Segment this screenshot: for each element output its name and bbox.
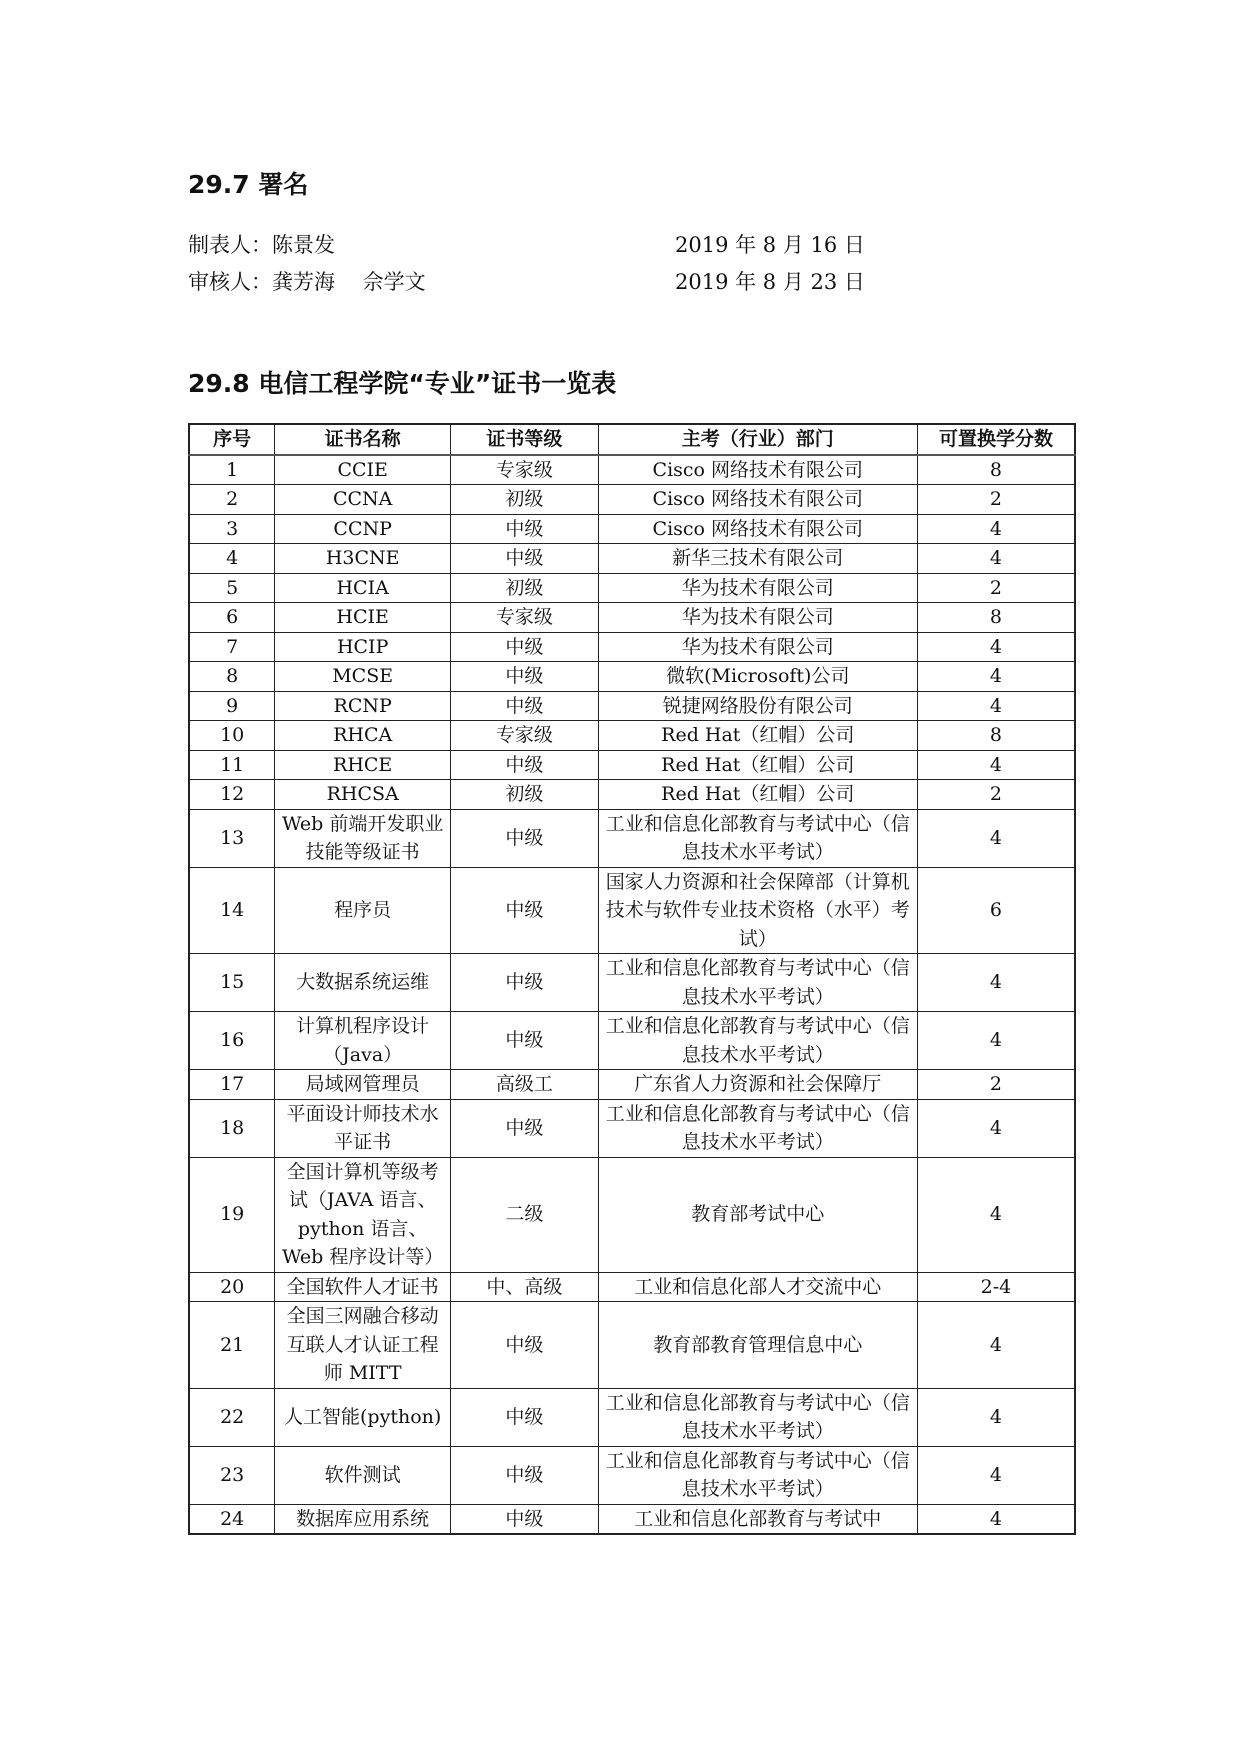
cell-col-authority: 华为技术有限公司 — [598, 632, 917, 662]
table-row — [189, 632, 1075, 662]
cell-col-cert-name: RHCA — [275, 721, 451, 751]
cell-col-level: 二级 — [451, 1157, 599, 1272]
cell-col-index: 5 — [189, 573, 275, 603]
cell-col-cert-name: 数据库应用系统 — [275, 1504, 451, 1534]
cell-col-cert-name: 全国计算机等级考试（JAVA 语言、python 语言、Web 程序设计等） — [275, 1157, 451, 1272]
cell-col-level: 中级 — [451, 691, 599, 721]
table-row — [189, 662, 1075, 692]
cell-col-level: 中级 — [451, 1099, 599, 1157]
table-row — [189, 455, 1075, 485]
cell-col-cert-name: RHCE — [275, 750, 451, 780]
preparer-label: 制表人：陈景发 — [188, 233, 335, 257]
cell-col-cert-name: MCSE — [275, 662, 451, 692]
cell-col-authority: 华为技术有限公司 — [598, 603, 917, 633]
cell-col-index: 9 — [189, 691, 275, 721]
cell-col-credits: 2-4 — [917, 1272, 1075, 1302]
table-row — [189, 1302, 1075, 1389]
cell-col-credits: 4 — [917, 1157, 1075, 1272]
cell-col-level: 初级 — [451, 780, 599, 810]
cell-col-index: 8 — [189, 662, 275, 692]
cell-col-credits: 2 — [917, 573, 1075, 603]
cell-col-authority: 锐捷网络股份有限公司 — [598, 691, 917, 721]
table-row — [189, 514, 1075, 544]
table-row — [189, 1388, 1075, 1446]
cell-col-level: 专家级 — [451, 603, 599, 633]
cell-col-authority: 教育部教育管理信息中心 — [598, 1302, 917, 1389]
table-row — [189, 573, 1075, 603]
cell-col-cert-name: RHCSA — [275, 780, 451, 810]
table-row — [189, 1157, 1075, 1272]
table-row — [189, 603, 1075, 633]
preparer-date: 2019 年 8 月 16 日 — [675, 233, 865, 257]
cell-col-cert-name: 全国软件人才证书 — [275, 1272, 451, 1302]
cell-col-authority: Cisco 网络技术有限公司 — [598, 514, 917, 544]
reviewer-date: 2019 年 8 月 23 日 — [675, 270, 865, 294]
cell-col-authority: 工业和信息化部教育与考试中心（信息技术水平考试） — [598, 954, 917, 1012]
cell-col-cert-name: 计算机程序设计（Java） — [275, 1012, 451, 1070]
cell-col-credits: 4 — [917, 809, 1075, 867]
cell-col-level: 中级 — [451, 954, 599, 1012]
cell-col-cert-name: CCIE — [275, 455, 451, 485]
cell-col-index: 17 — [189, 1070, 275, 1100]
section-title-certificates: 29.8 电信工程学院“专业”证书一览表 — [188, 369, 617, 398]
cell-col-cert-name: HCIE — [275, 603, 451, 633]
cell-col-credits: 6 — [917, 867, 1075, 954]
table-row — [189, 867, 1075, 954]
cell-col-cert-name: Web 前端开发职业技能等级证书 — [275, 809, 451, 867]
cell-col-index: 21 — [189, 1302, 275, 1389]
header-col-authority: 主考（行业）部门 — [598, 424, 917, 455]
cell-col-cert-name: 平面设计师技术水平证书 — [275, 1099, 451, 1157]
cell-col-authority: 教育部考试中心 — [598, 1157, 917, 1272]
cell-col-authority: 工业和信息化部教育与考试中心（信息技术水平考试） — [598, 809, 917, 867]
cell-col-authority: 华为技术有限公司 — [598, 573, 917, 603]
header-col-index: 序号 — [189, 424, 275, 455]
reviewer-label: 审核人：龚芳海 佘学文 — [188, 270, 426, 294]
cell-col-index: 19 — [189, 1157, 275, 1272]
cell-col-authority: 工业和信息化部教育与考试中心（信息技术水平考试） — [598, 1446, 917, 1504]
cell-col-credits: 8 — [917, 603, 1075, 633]
cell-col-credits: 4 — [917, 1302, 1075, 1389]
cell-col-index: 10 — [189, 721, 275, 751]
cell-col-index: 11 — [189, 750, 275, 780]
table-row — [189, 809, 1075, 867]
cell-col-level: 初级 — [451, 485, 599, 515]
cell-col-cert-name: H3CNE — [275, 544, 451, 574]
certificate-table — [188, 423, 1076, 1535]
cell-col-credits: 4 — [917, 514, 1075, 544]
cell-col-level: 中级 — [451, 1302, 599, 1389]
cell-col-cert-name: RCNP — [275, 691, 451, 721]
cell-col-level: 中级 — [451, 867, 599, 954]
cell-col-credits: 8 — [917, 455, 1075, 485]
cell-col-cert-name: 大数据系统运维 — [275, 954, 451, 1012]
cell-col-index: 2 — [189, 485, 275, 515]
cell-col-credits: 4 — [917, 1099, 1075, 1157]
table-row — [189, 780, 1075, 810]
cell-col-credits: 4 — [917, 1388, 1075, 1446]
cell-col-authority: Red Hat（红帽）公司 — [598, 780, 917, 810]
cell-col-index: 13 — [189, 809, 275, 867]
cell-col-credits: 8 — [917, 721, 1075, 751]
cell-col-authority: 工业和信息化部人才交流中心 — [598, 1272, 917, 1302]
cell-col-credits: 4 — [917, 750, 1075, 780]
cell-col-authority: Cisco 网络技术有限公司 — [598, 485, 917, 515]
cell-col-level: 专家级 — [451, 721, 599, 751]
cell-col-index: 16 — [189, 1012, 275, 1070]
cell-col-level: 中级 — [451, 632, 599, 662]
cell-col-cert-name: HCIP — [275, 632, 451, 662]
header-col-level: 证书等级 — [451, 424, 599, 455]
cell-col-cert-name: CCNA — [275, 485, 451, 515]
table-row — [189, 691, 1075, 721]
cell-col-index: 3 — [189, 514, 275, 544]
cell-col-level: 中级 — [451, 544, 599, 574]
table-row — [189, 1012, 1075, 1070]
table-header-row — [189, 424, 1075, 455]
cell-col-authority: Red Hat（红帽）公司 — [598, 721, 917, 751]
cell-col-level: 中级 — [451, 514, 599, 544]
cell-col-cert-name: CCNP — [275, 514, 451, 544]
table-row — [189, 1070, 1075, 1100]
cell-col-authority: 微软(Microsoft)公司 — [598, 662, 917, 692]
cell-col-authority: Red Hat（红帽）公司 — [598, 750, 917, 780]
cell-col-level: 中级 — [451, 750, 599, 780]
cell-col-authority: Cisco 网络技术有限公司 — [598, 455, 917, 485]
table-row — [189, 1099, 1075, 1157]
cell-col-index: 22 — [189, 1388, 275, 1446]
cell-col-credits: 2 — [917, 780, 1075, 810]
cell-col-cert-name: 程序员 — [275, 867, 451, 954]
cell-col-level: 中级 — [451, 1388, 599, 1446]
cell-col-cert-name: 软件测试 — [275, 1446, 451, 1504]
cell-col-authority: 国家人力资源和社会保障部（计算机技术与软件专业技术资格（水平）考试） — [598, 867, 917, 954]
cell-col-level: 中级 — [451, 1504, 599, 1534]
cell-col-credits: 2 — [917, 485, 1075, 515]
table-row — [189, 1446, 1075, 1504]
cell-col-credits: 4 — [917, 632, 1075, 662]
cell-col-authority: 工业和信息化部教育与考试中心（信息技术水平考试） — [598, 1099, 917, 1157]
cell-col-authority: 工业和信息化部教育与考试中 — [598, 1504, 917, 1534]
cell-col-level: 专家级 — [451, 455, 599, 485]
cell-col-index: 1 — [189, 455, 275, 485]
cell-col-authority: 工业和信息化部教育与考试中心（信息技术水平考试） — [598, 1388, 917, 1446]
cell-col-index: 23 — [189, 1446, 275, 1504]
cell-col-index: 6 — [189, 603, 275, 633]
cell-col-index: 14 — [189, 867, 275, 954]
cell-col-cert-name: HCIA — [275, 573, 451, 603]
table-row — [189, 485, 1075, 515]
cell-col-index: 24 — [189, 1504, 275, 1534]
cell-col-index: 7 — [189, 632, 275, 662]
table-row — [189, 750, 1075, 780]
cell-col-index: 4 — [189, 544, 275, 574]
cell-col-credits: 4 — [917, 691, 1075, 721]
cell-col-level: 中级 — [451, 1446, 599, 1504]
cell-col-credits: 4 — [917, 544, 1075, 574]
table-row — [189, 721, 1075, 751]
cell-col-level: 中级 — [451, 809, 599, 867]
table-row — [189, 954, 1075, 1012]
cell-col-credits: 4 — [917, 1446, 1075, 1504]
cell-col-authority: 广东省人力资源和社会保障厅 — [598, 1070, 917, 1100]
table-row — [189, 1272, 1075, 1302]
cell-col-index: 20 — [189, 1272, 275, 1302]
cell-col-cert-name: 全国三网融合移动互联人才认证工程师 MITT — [275, 1302, 451, 1389]
section-title-signature: 29.7 署名 — [188, 170, 309, 199]
cell-col-index: 18 — [189, 1099, 275, 1157]
cell-col-credits: 4 — [917, 954, 1075, 1012]
cell-col-credits: 4 — [917, 1504, 1075, 1534]
table-row — [189, 1504, 1075, 1534]
cell-col-level: 中、高级 — [451, 1272, 599, 1302]
cell-col-authority: 工业和信息化部教育与考试中心（信息技术水平考试） — [598, 1012, 917, 1070]
cell-col-cert-name: 局域网管理员 — [275, 1070, 451, 1100]
cell-col-credits: 4 — [917, 662, 1075, 692]
cell-col-level: 中级 — [451, 662, 599, 692]
cell-col-index: 12 — [189, 780, 275, 810]
cell-col-cert-name: 人工智能(python) — [275, 1388, 451, 1446]
cell-col-level: 高级工 — [451, 1070, 599, 1100]
cell-col-authority: 新华三技术有限公司 — [598, 544, 917, 574]
cell-col-credits: 2 — [917, 1070, 1075, 1100]
cell-col-credits: 4 — [917, 1012, 1075, 1070]
signature-line-preparer — [188, 229, 1088, 259]
cell-col-level: 初级 — [451, 573, 599, 603]
table-row — [189, 544, 1075, 574]
header-col-cert-name: 证书名称 — [275, 424, 451, 455]
header-col-credits: 可置换学分数 — [917, 424, 1075, 455]
cell-col-index: 15 — [189, 954, 275, 1012]
cell-col-level: 中级 — [451, 1012, 599, 1070]
signature-line-reviewer — [188, 266, 1088, 296]
